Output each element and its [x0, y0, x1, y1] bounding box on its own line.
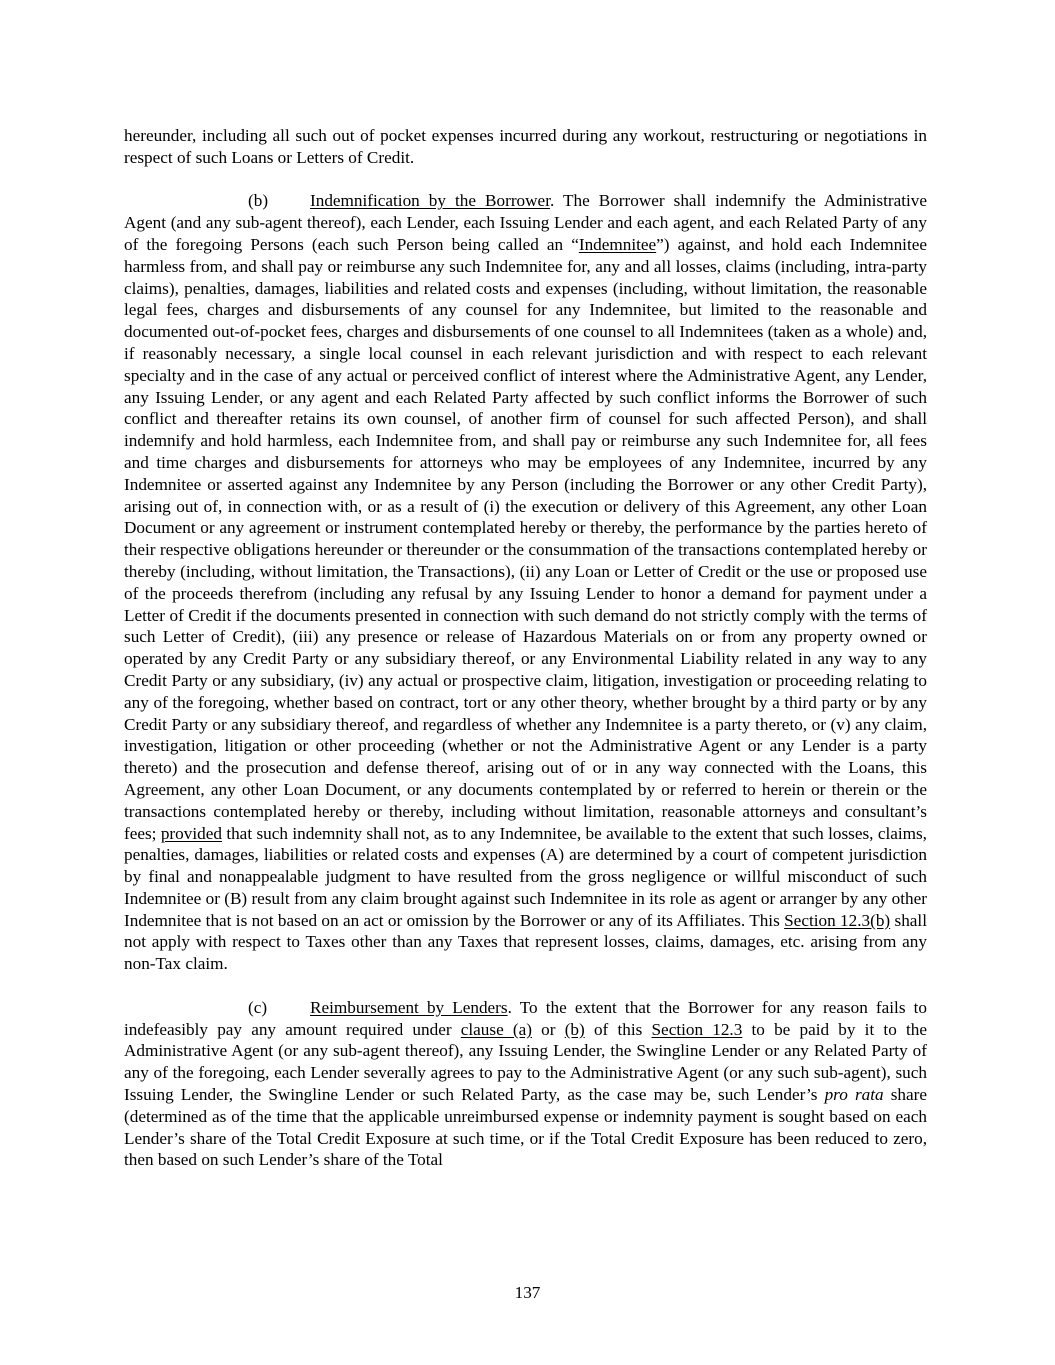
paragraph-b-text: . The Borrower shall indemnify the Administrative Agent (and any sub-agent thereof), each Lender, each Issuing Lender and each agent, and each Related Party of any of the foregoing Persons (each such Person being called an “ — [124, 191, 927, 254]
paragraph-c-text: . To the extent that the Borrower for any reason fails to indefeasibly pay any amount required under — [124, 997, 927, 1039]
paragraph-continued-text: hereunder, including all such out of pocket expenses incurred during any workout, restructuring or negotiations in respect of such Loans or Letters of Credit. — [124, 126, 927, 167]
document-page — [124, 125, 927, 1193]
paragraph-b-heading: Indemnification by the Borrower — [310, 191, 550, 211]
term-pro-rata: pro rata — [824, 1085, 884, 1105]
paragraph-b-text: ”) against, and hold each Indemnitee harmless from, and shall pay or reimburse any such Indemnitee for, any and all losses, claims (including, intra-party claims), penalties, damages, liabilities and related costs and expenses (including, without limitation, the reasonable legal fees, charges and disbursements of any counsel for any Indemnitee, but limited to the reasonable and documented out-of-pocket fees, charges and disbursements of one counsel to all Indemnitees (taken as a whole) and, if reasonably necessary, a single local counsel in each relevant jurisdiction and with respect to each relevant specialty and in the case of any actual or perceived conflict of interest where the Administrative Agent, any Lender, any Issuing Lender, or any agent and each Related Party affected by such conflict informs the Borrower of such conflict and thereafter retains its own counsel, of another firm of counsel for such affected Person), and shall indemnify and hold harmless, each Indemnitee from, and shall pay or reimburse any such Indemnitee for, all fees and time charges and disbursements for attorneys who may be employees of any Indemnitee, incurred by any Indemnitee or asserted against any Indemnitee by any Person (including the Borrower or any other Credit Party), arising out of, in connection with, or as a result of (i) the execution or delivery of this Agreement, any other Loan Document or any agreement or instrument contemplated hereby or thereby, the performance by the parties hereto of their respective obligations hereunder or thereunder or the consummation of the transactions contemplated hereby or thereby (including, without limitation, the Transactions), (ii) any Loan or Letter of Credit or the use or proposed use of the proceeds therefrom (including any refusal by any Issuing Lender to honor a demand for payment under a Letter of Credit if the documents presented in connection with such demand do not strictly comply with the terms of such Letter of Credit), (iii) any presence or release of Hazardous Materials on or from any property owned or operated by any Credit Party or any subsidiary thereof, or any Environmental Liability related in any way to any Credit Party or any subsidiary, (iv) any actual or prospective claim, litigation, investigation or proceeding relating to any of the foregoing, whether based on contract, tort or any other theory, whether brought by a third party or by any Credit Party or any subsidiary thereof, and regardless of whether any Indemnitee is a party thereto, or (v) any claim, investigation, litigation or other proceeding (whether or not the Administrative Agent or any Lender is a party thereto) and the prosecution and defense thereof, arising out of or in any way connected with the Loans, this Agreement, any other Loan Document, or any documents contemplated by or referred to herein or therein or the transactions contemplated hereby or thereby, including without limitation, reasonable attorneys and consultant’s fees; — [124, 234, 927, 843]
defined-term-provided: provided — [160, 823, 222, 843]
section-reference: Section 12.3 — [651, 1019, 743, 1039]
paragraph-c-text: to be paid by it to the Administrative Agent (or any sub-agent thereof), any Issuing Lender, the Swingline Lender or any Related Party of any of the foregoing, each Lender severally agrees to pay to the Administrative Agent (or any such sub-agent), such Issuing Lender, the Swingline Lender or such Related Party, as the case may be, such Lender’s — [124, 1019, 927, 1105]
paragraph-b — [124, 190, 927, 975]
paragraph-b-label: (b) — [248, 191, 269, 211]
paragraph-c-label: (c) — [248, 997, 268, 1017]
paragraph-c-text: share (determined as of the time that the applicable unreimbursed expense or indemnity payment is sought based on each Lender’s share of the Total Credit Exposure at such time, or if the Total Credit Exposure has been reduced to zero, then based on such Lender’s share of the Total — [124, 1085, 927, 1170]
paragraph-c — [124, 997, 927, 1171]
page-number: 137 — [514, 1283, 541, 1302]
paragraph-continued — [124, 125, 927, 169]
clause-b-reference: (b) — [564, 1019, 585, 1039]
paragraph-c-heading: Reimbursement by Lenders — [310, 997, 508, 1017]
defined-term-indemnitee: Indemnitee — [578, 234, 657, 254]
paragraph-b-text: that such indemnity shall not, as to any Indemnitee, be available to the extent that such losses, claims, penalties, damages, liabilities or related costs and expenses (A) are determined by a court of competent jurisdiction by final and nonappealable judgment to have resulted from the gross negligence or willful misconduct of such Indemnitee or (B) result from any claim brought against such Indemnitee in its role as agent or arranger by any other Indemnitee that is not based on an act or omission by the Borrower or any of its Affiliates. This — [124, 823, 927, 930]
paragraph-c-text: of this — [584, 1019, 652, 1039]
paragraph-b-text: shall not apply with respect to Taxes other than any Taxes that represent losses, claims, damages, etc. arising from any non-Tax claim. — [124, 910, 927, 974]
paragraph-c-text: or — [531, 1019, 565, 1039]
section-reference: Section 12.3(b) — [784, 910, 891, 930]
clause-a-reference: clause (a) — [460, 1019, 532, 1039]
